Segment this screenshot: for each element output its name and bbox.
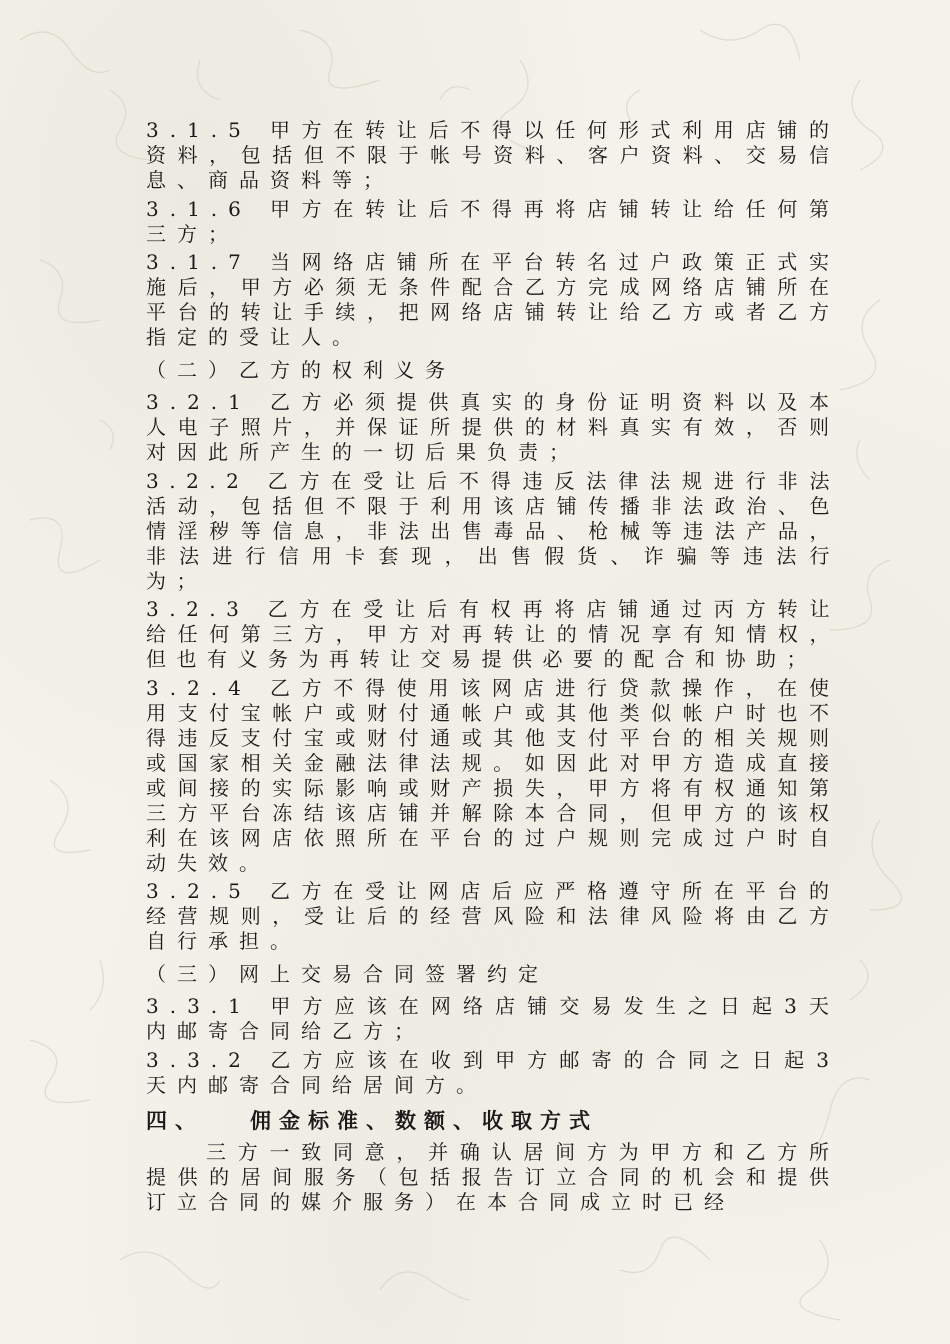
section-4-number: 四、 (146, 1108, 204, 1133)
clause-3-2-5: 3.2.5 乙方在受让网店后应严格遵守所在平台的经营规则，受让后的经营风险和法律风险将由乙方自行承担。 (146, 879, 840, 953)
section-4-title: 佣金标准、数额、收取方式 (250, 1108, 598, 1133)
clause-3-2-1: 3.2.1 乙方必须提供真实的身份证明资料以及本人电子照片，并保证所提供的材料真实有效，否则对因此所产生的一切后果负责； (146, 390, 840, 464)
clause-3-3-1: 3.3.1 甲方应该在网络店铺交易发生之日起3天内邮寄合同给乙方； (146, 994, 840, 1043)
clause-3-1-6: 3.1.6 甲方在转让后不得再将店铺转让给任何第三方； (146, 196, 840, 246)
subheading-party-b-rights: （二）乙方的权利义务 (146, 358, 456, 382)
clause-3-2-3: 3.2.3 乙方在受让后有权再将店铺通过丙方转让给任何第三方，甲方对再转让的情况享有知情权，但也有义务为再转让交易提供必要的配合和协助； (146, 597, 840, 671)
document-page (146, 118, 840, 1218)
clause-3-2-4: 3.2.4 乙方不得使用该网店进行贷款操作，在使用支付宝帐户或财付通帐户或其他类似帐户时也不得违反支付宝或财付通或其他支付平台的相关规则或国家相关金融法律法规。如因此对甲方造成直接或间接的实际影响或财产损失，甲方将有权通知第三方平台冻结该店铺并解除本合同，但甲方的该权利在该网店依照所在平台的过户规则完成过户时自动失效。 (146, 675, 840, 875)
clause-3-2-2: 3.2.2 乙方在受让后不得违反法律法规进行非法活动，包括但不限于利用该店铺传播非法政治、色情淫秽等信息，非法出售毒品、枪械等违法产品，非法进行信用卡套现，出售假货、诈骗等违法行为； (146, 468, 840, 593)
section-4-heading (146, 1106, 840, 1136)
clause-3-1-7: 3.1.7 当网络店铺所在平台转名过户政策正式实施后，甲方必须无条件配合乙方完成网络店铺所在平台的转让手续，把网络店铺转让给乙方或者乙方指定的受让人。 (146, 250, 840, 349)
subheading-online-contract: （三）网上交易合同签署约定 (146, 962, 549, 986)
clause-3-1-5: 3.1.5 甲方在转让后不得以任何形式利用店铺的资料，包括但不限于帐号资料、客户资料、交易信息、商品资料等； (146, 118, 840, 192)
clause-3-3-2: 3.3.2 乙方应该在收到甲方邮寄的合同之日起3天内邮寄合同给居间方。 (146, 1047, 840, 1097)
section-4-body: 三方一致同意，并确认居间方为甲方和乙方所提供的居间服务（包括报告订立合同的机会和提供订立合同的媒介服务）在本合同成立时已经 (146, 1139, 840, 1214)
